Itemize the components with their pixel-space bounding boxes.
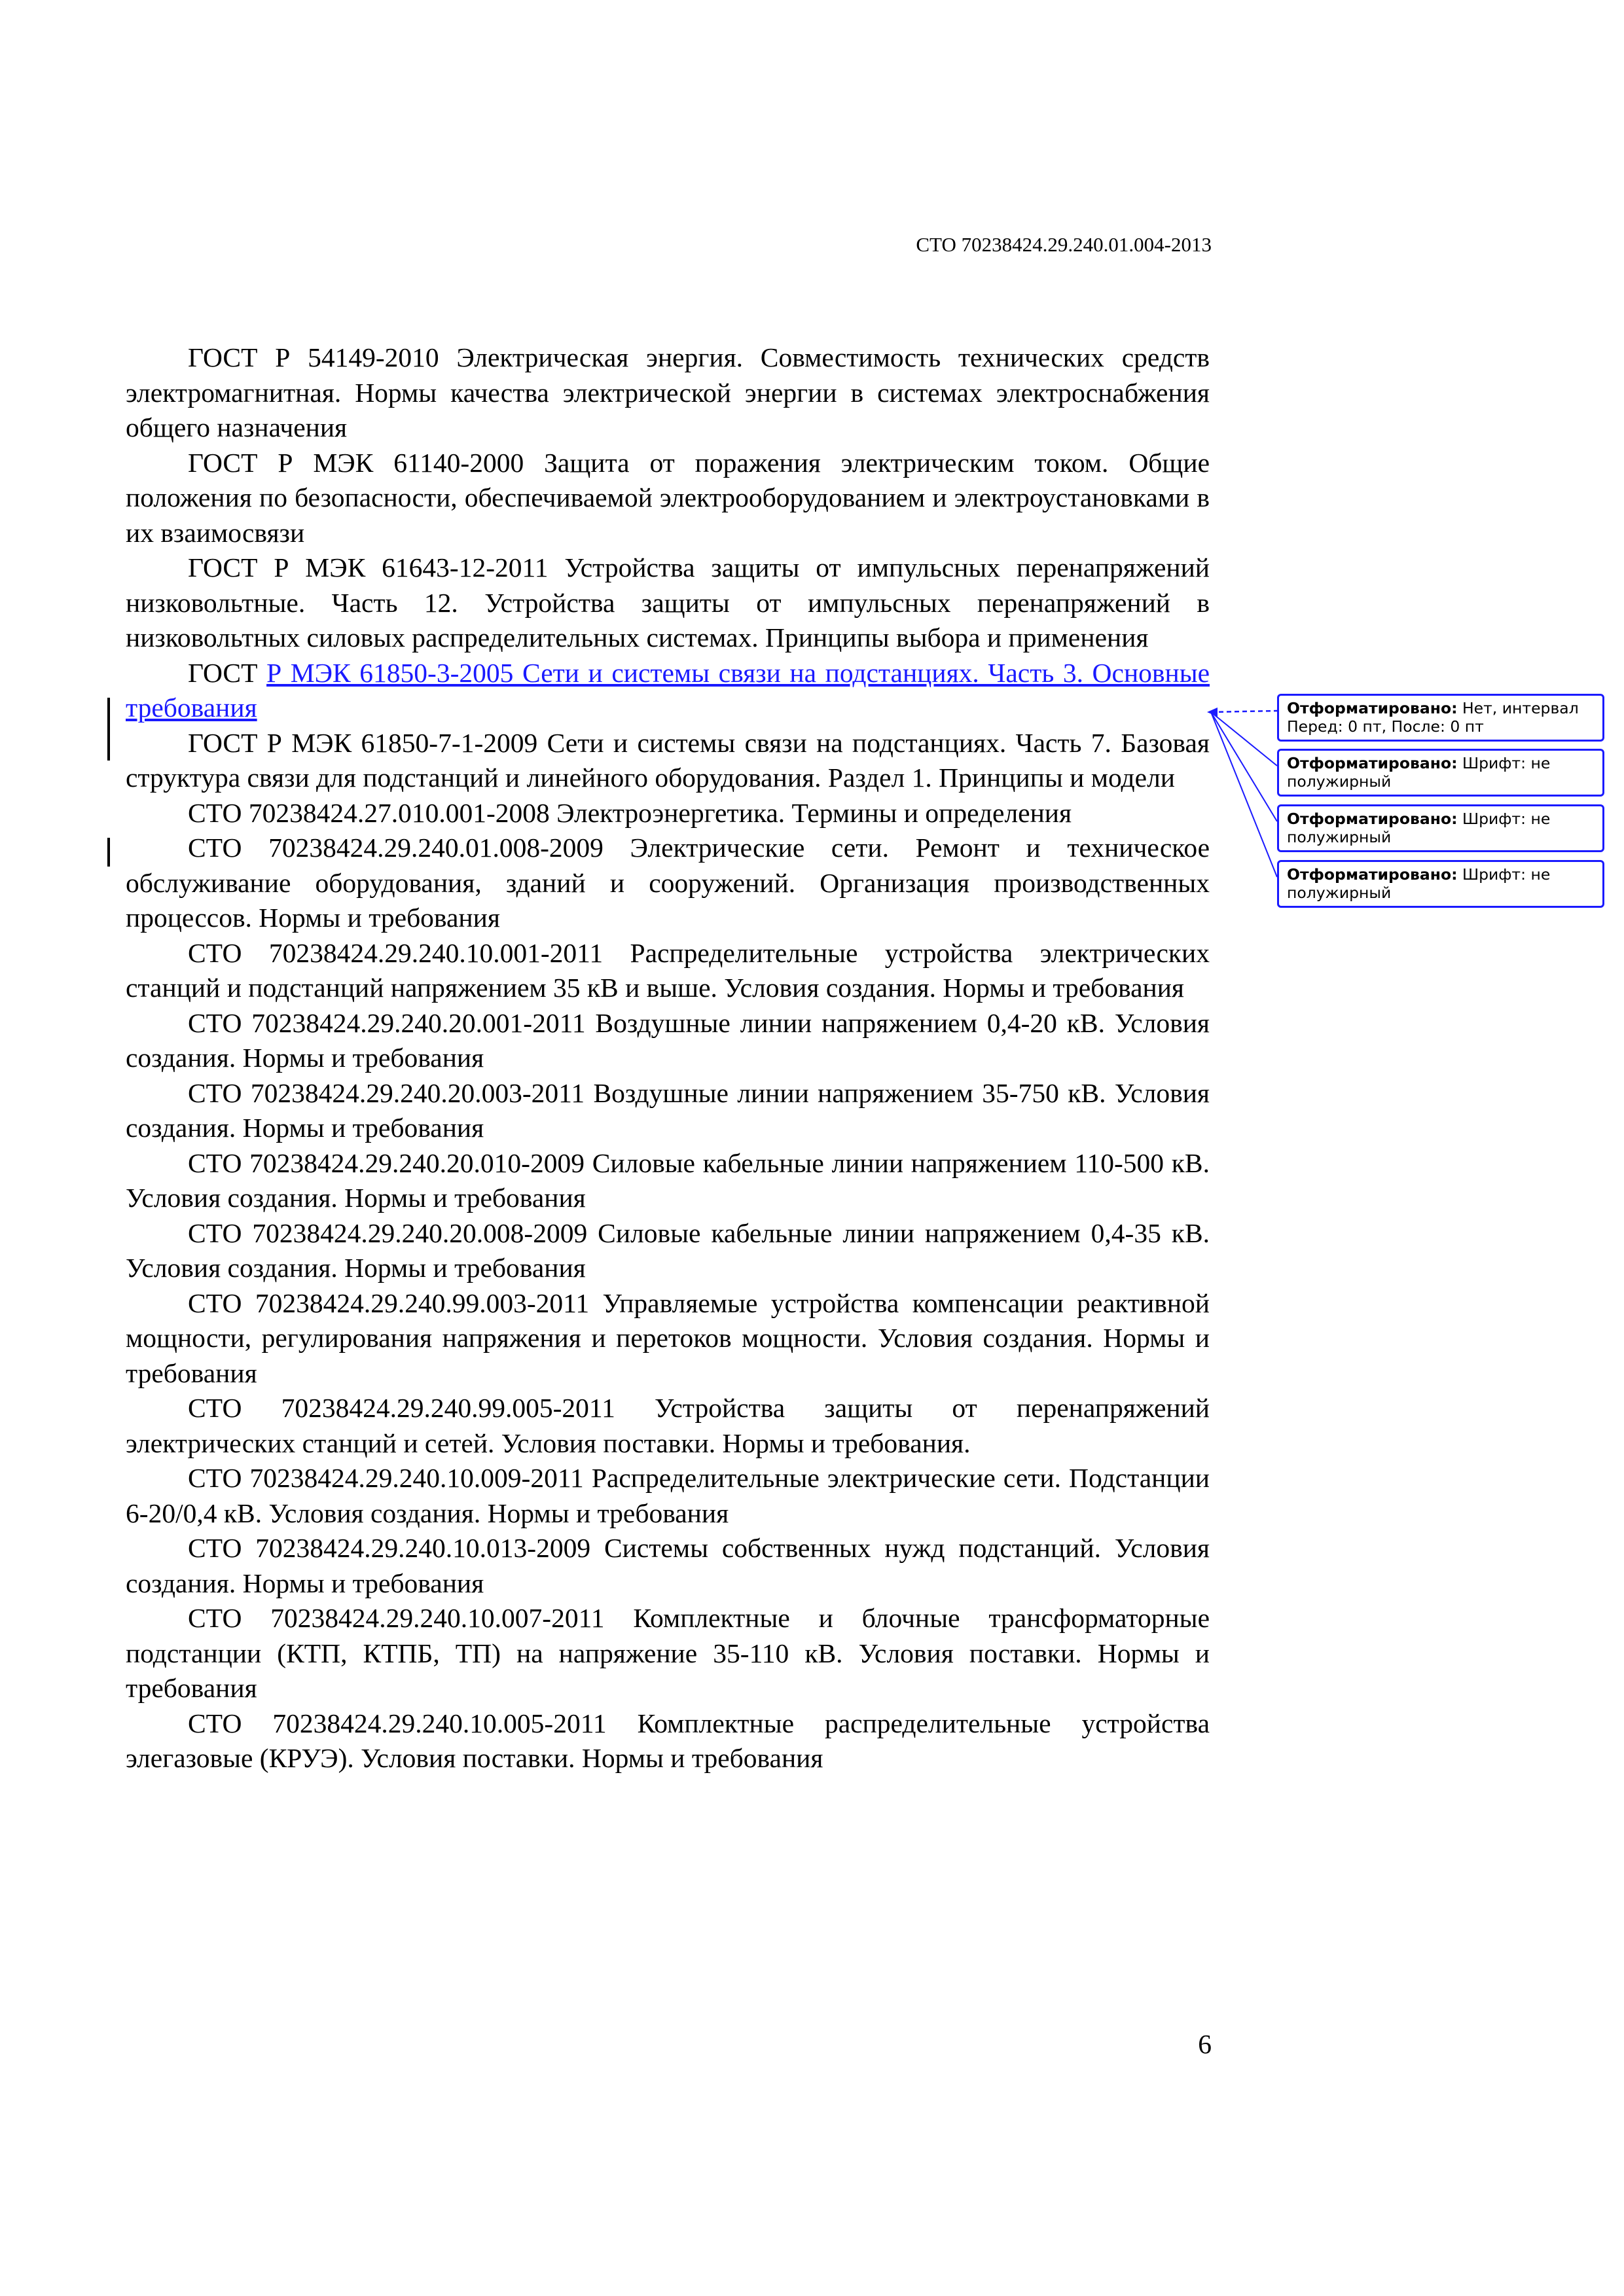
reference-item: СТО 70238424.29.240.01.008-2009 Электрические сети. Ремонт и техническое обслуживание оборудования, зданий и сооружений. Организация производственных процессов. Нормы и требования: [126, 833, 1210, 933]
comment-text: Шрифт: не полужирный: [1287, 865, 1551, 902]
reference-item: СТО 70238424.29.240.10.005-2011 Комплектные распределительные устройства элегазовые (КРУЭ). Условия поставки. Нормы и требования: [126, 1708, 1210, 1773]
reference-item: ГОСТ Р МЭК 61850-7-1-2009 Сети и системы связи на подстанциях. Часть 7. Базовая структура связи для подстанций и линейного оборудования. Раздел 1. Принципы и модели: [126, 727, 1210, 793]
reference-item: ГОСТ Р МЭК 61643-12-2011 Устройства защиты от импульсных перенапряжений низковольтные. Часть 12. Устройства защиты от импульсных перенапряжений в низковольтных силовых распределительных системах. Принципы выбора и применения: [126, 552, 1210, 653]
reference-item: СТО 70238424.27.010.001-2008 Электроэнергетика. Термины и определения: [188, 797, 1072, 828]
reference-item: СТО 70238424.29.240.10.013-2009 Системы собственных нужд подстанций. Условия создания. Нормы и требования: [126, 1533, 1210, 1598]
change-bar: [107, 838, 110, 867]
reference-prefix: ГОСТ: [188, 657, 267, 688]
reference-item: СТО 70238424.29.240.99.005-2011 Устройства защиты от перенапряжений электрических станций и сетей. Условия поставки. Нормы и требования.: [126, 1393, 1210, 1458]
reference-item: СТО 70238424.29.240.20.010-2009 Силовые кабельные линии напряжением 110-500 кВ. Условия создания. Нормы и требования: [126, 1147, 1210, 1213]
format-comment-balloon[interactable]: [1277, 860, 1604, 908]
comment-label: Отформатировано:: [1287, 754, 1458, 772]
comment-text: Нет, интервал Перед: 0 пт, После: 0 пт: [1287, 699, 1579, 736]
reference-item: СТО 70238424.29.240.10.007-2011 Комплектные и блочные трансформаторные подстанции (КТП, КТПБ, ТП) на напряжение 35-110 кВ. Условия поставки. Нормы и требования: [126, 1603, 1210, 1703]
comment-label: Отформатировано:: [1287, 699, 1458, 717]
comment-label: Отформатировано:: [1287, 810, 1458, 828]
format-comment-balloon[interactable]: [1277, 804, 1604, 852]
reference-item: СТО 70238424.29.240.10.009-2011 Распределительные электрические сети. Подстанции 6-20/0,4 кВ. Условия создания. Нормы и требования: [126, 1463, 1210, 1528]
document-code-header: СТО 70238424.29.240.01.004-2013: [916, 233, 1212, 256]
format-comment-balloon[interactable]: [1277, 749, 1604, 797]
reference-item: СТО 70238424.29.240.20.003-2011 Воздушные линии напряжением 35-750 кВ. Условия создания. Нормы и требования: [126, 1077, 1210, 1143]
tracked-change-text[interactable]: Р МЭК 61850-3-2005 Сети и системы связи на подстанциях. Часть 3. Основные требования: [126, 657, 1210, 723]
reference-item: ГОСТ Р 54149-2010 Электрическая энергия. Совместимость технических средств электромагнитная. Нормы качества электрической энергии в системах электроснабжения общего назначения: [126, 342, 1210, 442]
comment-text: Шрифт: не полужирный: [1287, 754, 1551, 791]
change-bar: [107, 698, 110, 761]
reference-item: СТО 70238424.29.240.10.001-2011 Распределительные устройства электрических станций и подстанций напряжением 35 кВ и выше. Условия создания. Нормы и требования: [126, 937, 1210, 1003]
comment-text: Шрифт: не полужирный: [1287, 810, 1551, 846]
reference-item: СТО 70238424.29.240.99.003-2011 Управляемые устройства компенсации реактивной мощности, регулирования напряжения и перетоков мощности. Условия создания. Нормы и требования: [126, 1287, 1210, 1388]
format-comment-balloon[interactable]: [1277, 694, 1604, 742]
reference-item: СТО 70238424.29.240.20.008-2009 Силовые кабельные линии напряжением 0,4-35 кВ. Условия создания. Нормы и требования: [126, 1217, 1210, 1283]
page-number: 6: [1198, 2029, 1212, 2059]
normative-references-list: [126, 340, 1210, 1776]
reference-item: ГОСТ Р МЭК 61140-2000 Защита от поражения электрическим током. Общие положения по безопасности, обеспечиваемой электрооборудованием и электроустановками в их взаимосвязи: [126, 447, 1210, 548]
reference-item-tracked[interactable]: [126, 656, 1210, 726]
comment-label: Отформатировано:: [1287, 865, 1458, 884]
reference-item: СТО 70238424.29.240.20.001-2011 Воздушные линии напряжением 0,4-20 кВ. Условия создания. Нормы и требования: [126, 1007, 1210, 1073]
